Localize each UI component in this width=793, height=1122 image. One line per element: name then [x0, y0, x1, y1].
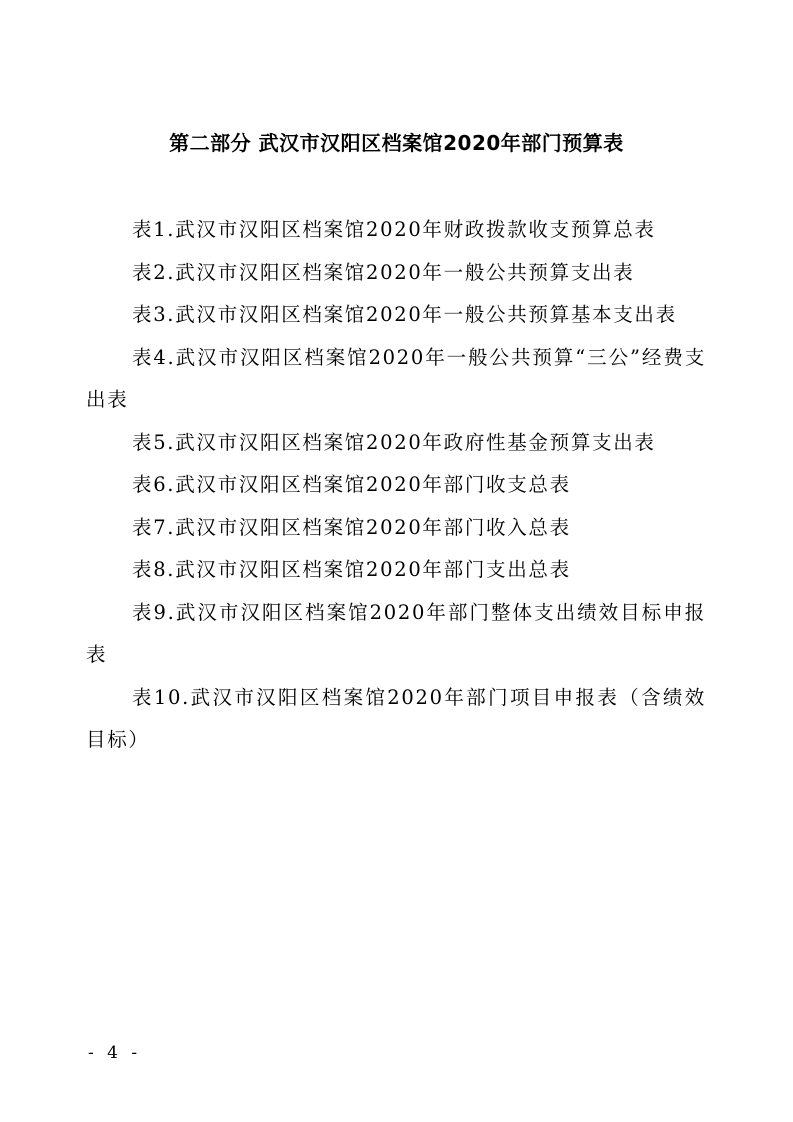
page-title: 第二部分 武汉市汉阳区档案馆2020年部门预算表	[169, 131, 624, 155]
toc-item-6: 表6.武汉市汉阳区档案馆2020年部门收支总表	[132, 473, 571, 496]
toc-item-4: 表4.武汉市汉阳区档案馆2020年一般公共预算“三公”经费支出表	[86, 345, 706, 411]
toc-item-5: 表5.武汉市汉阳区档案馆2020年政府性基金预算支出表	[132, 430, 656, 454]
toc-item-3: 表3.武汉市汉阳区档案馆2020年一般公共预算基本支出表	[132, 303, 677, 326]
toc-item-7: 表7.武汉市汉阳区档案馆2020年部门收入总表	[132, 515, 571, 539]
page-number: - 4 -	[88, 1043, 142, 1063]
toc-item-1: 表1.武汉市汉阳区档案馆2020年财政拨款收支预算总表	[132, 218, 656, 241]
toc-item-2: 表2.武汉市汉阳区档案馆2020年一般公共预算支出表	[132, 260, 635, 284]
toc-item-9: 表9.武汉市汉阳区档案馆2020年部门整体支出绩效目标申报表	[86, 600, 706, 666]
toc-item-8: 表8.武汉市汉阳区档案馆2020年部门支出总表	[132, 558, 571, 581]
toc-item-10: 表10.武汉市汉阳区档案馆2020年部门项目申报表（含绩效目标）	[86, 685, 706, 751]
table-of-contents	[86, 209, 706, 762]
